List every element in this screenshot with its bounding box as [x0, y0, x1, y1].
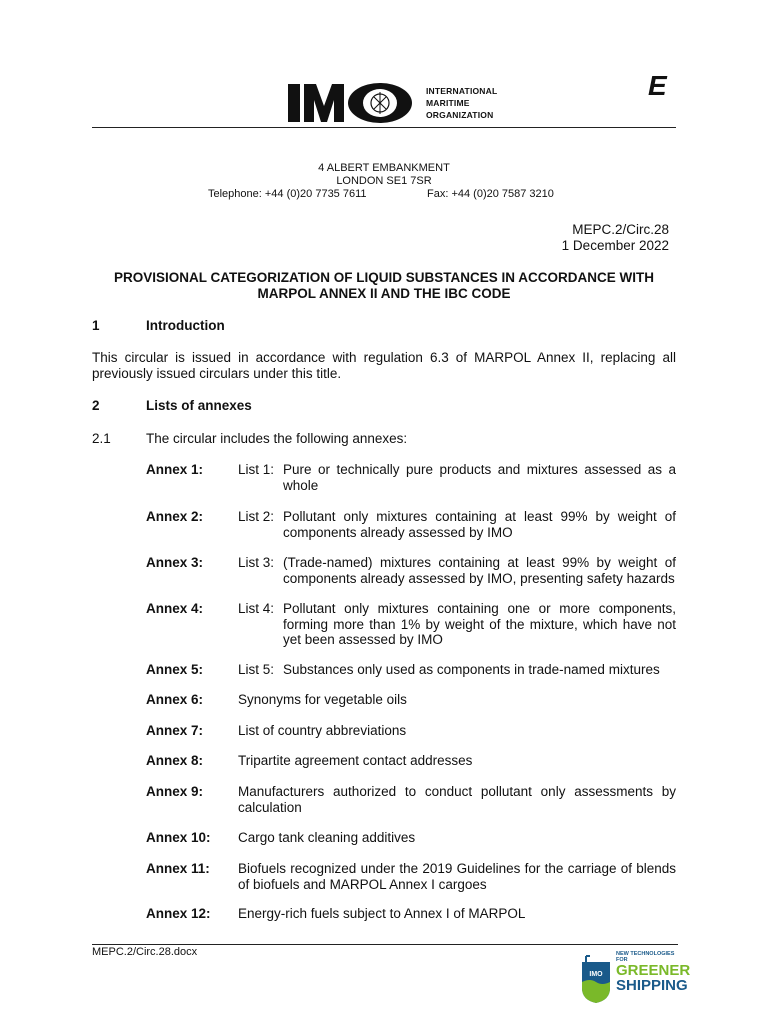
annex-8-text: Tripartite agreement contact addresses	[238, 753, 473, 768]
annex-5-list: List 5:	[238, 662, 275, 677]
annex-10-text: Cargo tank cleaning additives	[238, 830, 416, 845]
paragraph-2-1-number: 2.1	[92, 431, 111, 446]
annex-1-text: Pure or technically pure products and mixtures assessed as a whole	[283, 462, 676, 493]
org-name-line-2: MARITIME	[426, 98, 470, 108]
language-code: E	[648, 70, 667, 101]
section-2-heading: Lists of annexes	[146, 398, 252, 413]
annex-3-list: List 3:	[238, 555, 275, 570]
annex-9-text: Manufacturers authorized to conduct pollutant only assessments by calculation	[238, 784, 676, 815]
annex-10-label: Annex 10:	[146, 830, 211, 845]
badge-emblem-text: IMO	[589, 971, 603, 978]
imo-logo-mark	[288, 80, 424, 126]
annex-1-label: Annex 1:	[146, 462, 204, 477]
annex-11-text: Biofuels recognized under the 2019 Guidelines for the carriage of blends of biofuels and MARPOL Annex I cargoes	[238, 861, 676, 892]
title-line-1: PROVISIONAL CATEGORIZATION OF LIQUID SUBSTANCES IN ACCORDANCE WITH	[114, 270, 654, 285]
annex-5-text: Substances only used as components in trade-named mixtures	[283, 662, 660, 677]
org-name-line-3: ORGANIZATION	[426, 110, 494, 120]
annex-6-label: Annex 6:	[146, 692, 204, 707]
annex-5-label: Annex 5:	[146, 662, 204, 677]
document-reference: MEPC.2/Circ.28	[572, 222, 669, 237]
greener-shipping-badge	[576, 948, 691, 1004]
imo-logo	[288, 80, 518, 126]
header-divider	[92, 127, 676, 128]
annex-9-label: Annex 9:	[146, 784, 204, 799]
annex-11-label: Annex 11:	[146, 861, 210, 876]
address-line-2: LONDON SE1 7SR	[336, 175, 432, 187]
annex-4-list: List 4:	[238, 601, 275, 616]
document-date: 1 December 2022	[561, 238, 669, 253]
annex-2-label: Annex 2:	[146, 509, 204, 524]
annex-7-label: Annex 7:	[146, 723, 204, 738]
annex-2-text: Pollutant only mixtures containing at least 99% by weight of components already assessed by IMO	[283, 509, 676, 540]
document-title	[92, 270, 676, 302]
section-1-heading: Introduction	[146, 318, 225, 333]
section-2-number: 2	[92, 398, 100, 413]
annex-3-text: (Trade-named) mixtures containing at least 99% by weight of components already assessed by IMO, presenting safety hazards	[283, 555, 676, 586]
annex-6-text: Synonyms for vegetable oils	[238, 692, 407, 707]
badge-tagline: NEW TECHNOLOGIES FOR	[616, 951, 675, 963]
annex-4-text: Pollutant only mixtures containing one or more components, forming more than 1% by weight of the mixture, which have not yet been assessed by IMO	[283, 601, 676, 647]
annex-8-label: Annex 8:	[146, 753, 204, 768]
annex-4-label: Annex 4:	[146, 601, 204, 616]
footer-filename: MEPC.2/Circ.28.docx	[92, 946, 198, 958]
section-1-number: 1	[92, 318, 100, 333]
annex-7-text: List of country abbreviations	[238, 723, 407, 738]
annex-2-list: List 2:	[238, 509, 275, 524]
badge-line-1: GREENER	[616, 962, 691, 979]
fax: Fax: +44 (0)20 7587 3210	[427, 188, 554, 200]
badge-line-2: SHIPPING	[616, 977, 688, 994]
annex-12-text: Energy-rich fuels subject to Annex I of MARPOL	[238, 906, 526, 921]
footer-divider	[92, 944, 678, 945]
telephone: Telephone: +44 (0)20 7735 7611	[208, 188, 367, 200]
title-line-2: MARPOL ANNEX II AND THE IBC CODE	[257, 286, 511, 301]
annex-12-label: Annex 12:	[146, 906, 211, 921]
annex-1-list: List 1:	[238, 462, 275, 477]
paragraph-2-1-text: The circular includes the following annexes:	[146, 431, 408, 446]
address-line-1: 4 ALBERT EMBANKMENT	[318, 162, 450, 174]
ship-emblem-icon	[576, 948, 616, 1004]
annex-3-label: Annex 3:	[146, 555, 204, 570]
section-1-text: This circular is issued in accordance with regulation 6.3 of MARPOL Annex II, replacing all previously issued circulars under this title.	[92, 350, 676, 381]
org-name-line-1: INTERNATIONAL	[426, 86, 498, 96]
